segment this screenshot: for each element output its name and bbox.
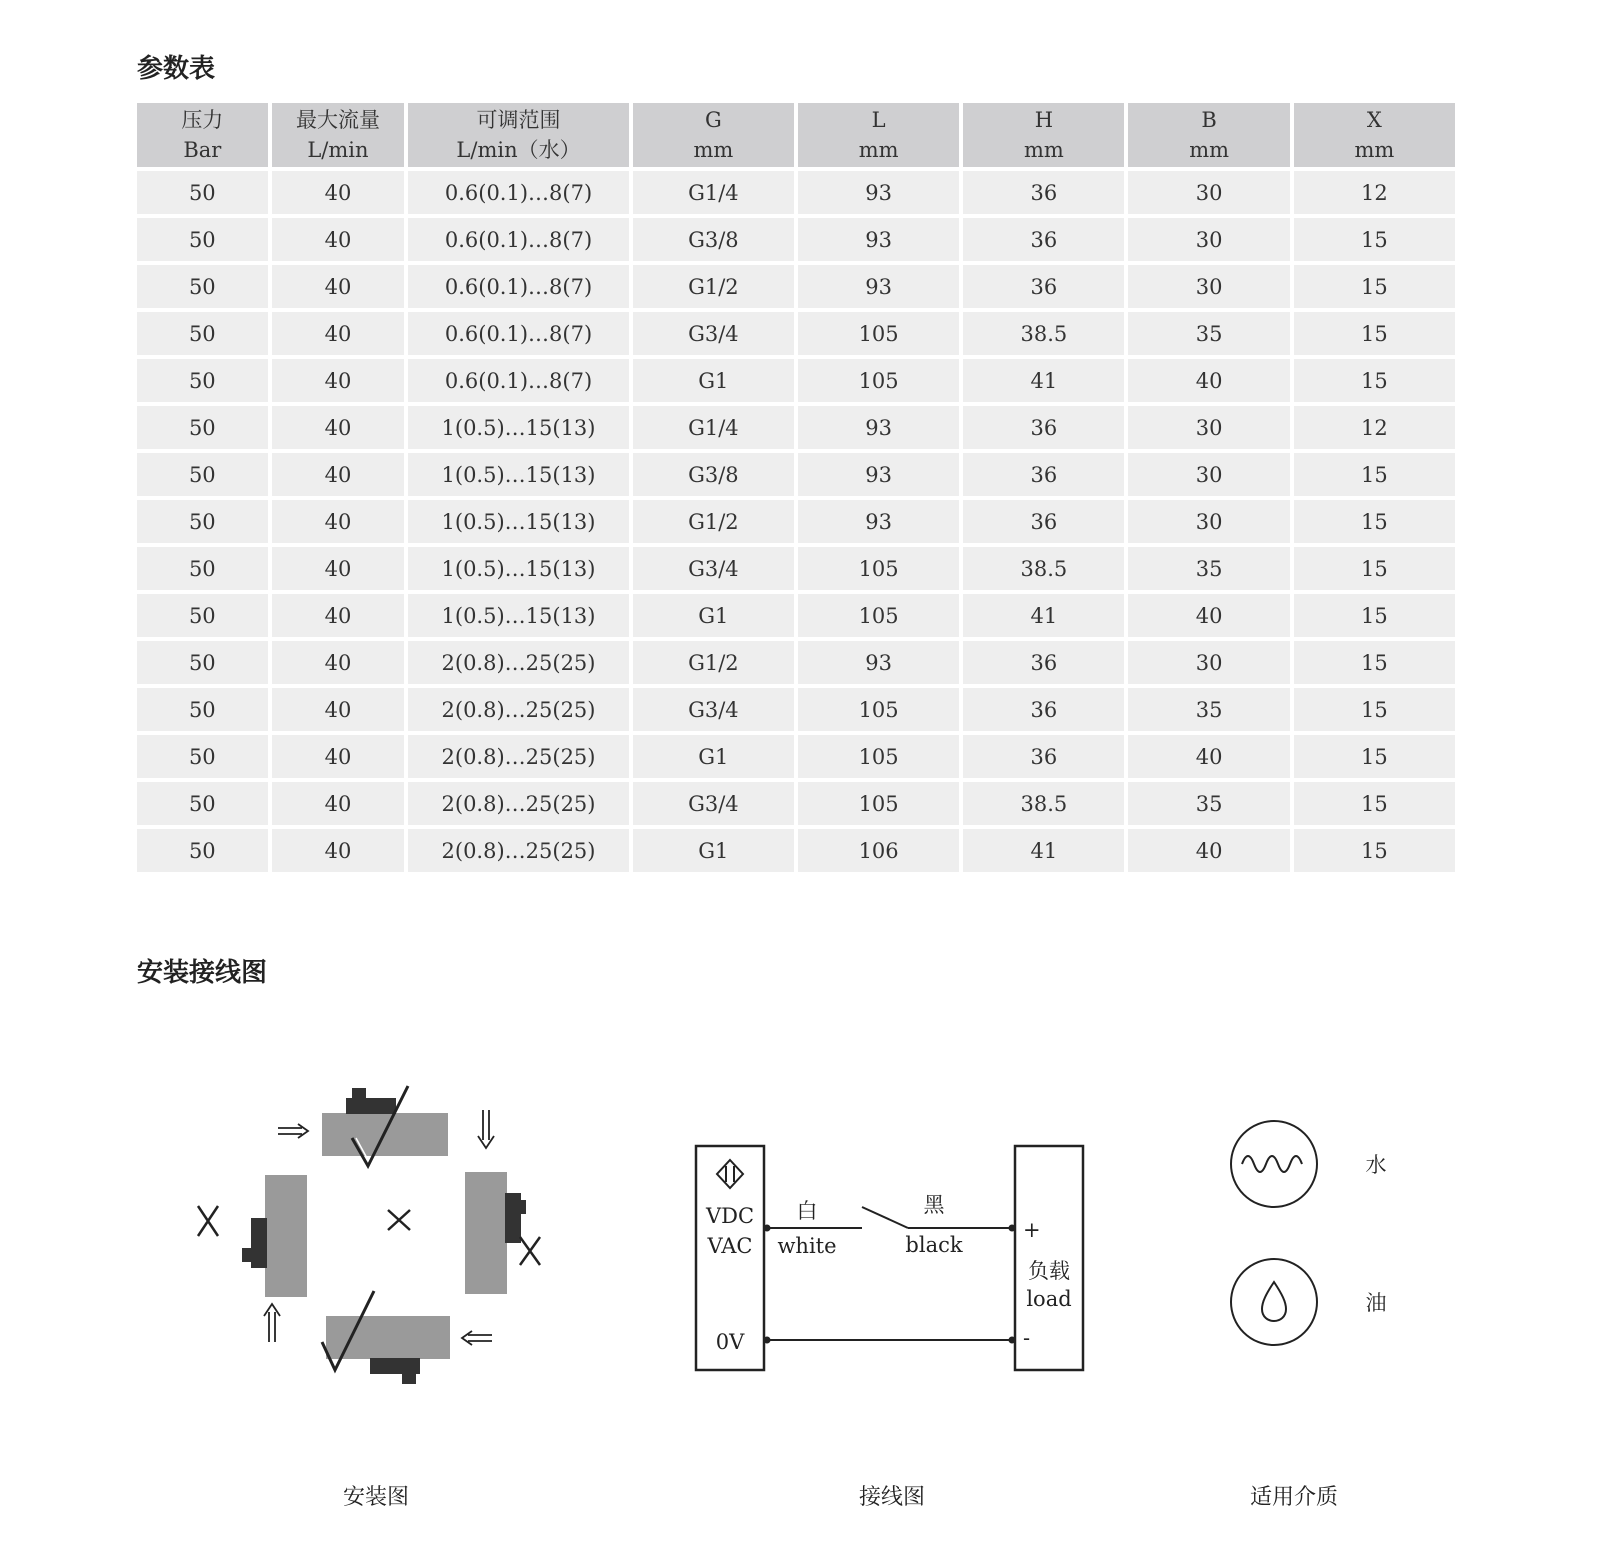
white-wire-en-label: white bbox=[777, 1234, 837, 1258]
cell-max-flow: 40 bbox=[272, 594, 405, 637]
cell-max-flow: 40 bbox=[272, 735, 405, 778]
cell-g: G1 bbox=[633, 594, 794, 637]
cell-g: G1/4 bbox=[633, 171, 794, 214]
cell-g: G1 bbox=[633, 829, 794, 872]
cell-max-flow: 40 bbox=[272, 171, 405, 214]
cell-x: 12 bbox=[1294, 171, 1455, 214]
cell-g: G1 bbox=[633, 359, 794, 402]
cross-icon bbox=[520, 1237, 540, 1265]
table-row bbox=[137, 359, 1455, 402]
cell-h: 36 bbox=[963, 735, 1124, 778]
cell-b: 30 bbox=[1128, 218, 1289, 261]
cell-x: 15 bbox=[1294, 359, 1455, 402]
header-max-flow: 最大流量 L/min bbox=[272, 103, 405, 167]
cell-h: 36 bbox=[963, 453, 1124, 496]
cell-pressure: 50 bbox=[137, 359, 268, 402]
water-label: 水 bbox=[1365, 1153, 1387, 1177]
table-row bbox=[137, 594, 1455, 637]
minus-terminal-label: - bbox=[1023, 1326, 1031, 1350]
cell-adjust-range: 2(0.8)…25(25) bbox=[408, 641, 628, 684]
cell-l: 105 bbox=[798, 359, 959, 402]
cell-max-flow: 40 bbox=[272, 547, 405, 590]
installation-diagram bbox=[190, 1080, 560, 1410]
load-en-label: load bbox=[1026, 1287, 1072, 1311]
table-row bbox=[137, 453, 1455, 496]
cell-x: 15 bbox=[1294, 594, 1455, 637]
cell-l: 105 bbox=[798, 547, 959, 590]
white-wire-cn-label: 白 bbox=[796, 1199, 818, 1223]
table-row bbox=[137, 547, 1455, 590]
cell-x: 15 bbox=[1294, 453, 1455, 496]
header-g: G mm bbox=[633, 103, 794, 167]
cell-g: G1 bbox=[633, 735, 794, 778]
cell-b: 35 bbox=[1128, 782, 1289, 825]
cell-l: 93 bbox=[798, 453, 959, 496]
cell-x: 15 bbox=[1294, 829, 1455, 872]
cell-g: G3/4 bbox=[633, 782, 794, 825]
cell-max-flow: 40 bbox=[272, 312, 405, 355]
caption-wiring: 接线图 bbox=[858, 1485, 925, 1510]
cell-adjust-range: 2(0.8)…25(25) bbox=[408, 688, 628, 731]
cell-x: 15 bbox=[1294, 735, 1455, 778]
cell-b: 30 bbox=[1128, 500, 1289, 543]
cell-max-flow: 40 bbox=[272, 641, 405, 684]
table-header-row bbox=[137, 103, 1455, 167]
cell-b: 40 bbox=[1128, 359, 1289, 402]
header-h: H mm bbox=[963, 103, 1124, 167]
header-b: B mm bbox=[1128, 103, 1289, 167]
cell-adjust-range: 0.6(0.1)…8(7) bbox=[408, 359, 628, 402]
cell-h: 36 bbox=[963, 641, 1124, 684]
cell-h: 41 bbox=[963, 359, 1124, 402]
cell-adjust-range: 1(0.5)…15(13) bbox=[408, 500, 628, 543]
caption-install: 安装图 bbox=[342, 1485, 409, 1510]
caption-media: 适用介质 bbox=[1249, 1485, 1338, 1510]
cell-pressure: 50 bbox=[137, 218, 268, 261]
cell-g: G3/4 bbox=[633, 547, 794, 590]
cell-x: 15 bbox=[1294, 265, 1455, 308]
wiring-diagram bbox=[690, 1140, 1090, 1380]
cell-b: 30 bbox=[1128, 641, 1289, 684]
cell-adjust-range: 0.6(0.1)…8(7) bbox=[408, 171, 628, 214]
cell-l: 93 bbox=[798, 406, 959, 449]
cell-g: G3/8 bbox=[633, 218, 794, 261]
cell-pressure: 50 bbox=[137, 594, 268, 637]
cell-l: 105 bbox=[798, 594, 959, 637]
cell-x: 12 bbox=[1294, 406, 1455, 449]
cell-b: 35 bbox=[1128, 547, 1289, 590]
table-row bbox=[137, 735, 1455, 778]
cell-pressure: 50 bbox=[137, 688, 268, 731]
cell-max-flow: 40 bbox=[272, 782, 405, 825]
cell-l: 93 bbox=[798, 218, 959, 261]
black-wire-en-label: black bbox=[905, 1233, 963, 1257]
cell-h: 38.5 bbox=[963, 312, 1124, 355]
table-body bbox=[137, 171, 1455, 872]
flow-arrow-left-icon bbox=[462, 1331, 492, 1345]
cell-pressure: 50 bbox=[137, 641, 268, 684]
header-x: X mm bbox=[1294, 103, 1455, 167]
cell-h: 38.5 bbox=[963, 782, 1124, 825]
cell-adjust-range: 1(0.5)…15(13) bbox=[408, 406, 628, 449]
cell-h: 41 bbox=[963, 829, 1124, 872]
table-row bbox=[137, 218, 1455, 261]
flow-arrow-up-icon bbox=[264, 1304, 280, 1342]
cell-g: G1/2 bbox=[633, 265, 794, 308]
cell-max-flow: 40 bbox=[272, 688, 405, 731]
cell-max-flow: 40 bbox=[272, 829, 405, 872]
cell-b: 35 bbox=[1128, 312, 1289, 355]
cell-g: G3/4 bbox=[633, 688, 794, 731]
cell-x: 15 bbox=[1294, 782, 1455, 825]
cell-pressure: 50 bbox=[137, 782, 268, 825]
cell-l: 105 bbox=[798, 312, 959, 355]
table-row bbox=[137, 829, 1455, 872]
cell-x: 15 bbox=[1294, 547, 1455, 590]
cell-g: G3/8 bbox=[633, 453, 794, 496]
table-row bbox=[137, 500, 1455, 543]
cell-b: 35 bbox=[1128, 688, 1289, 731]
cell-b: 40 bbox=[1128, 594, 1289, 637]
media-diagram bbox=[1230, 1118, 1430, 1358]
flow-arrow-down-icon bbox=[478, 1110, 494, 1148]
cell-adjust-range: 0.6(0.1)…8(7) bbox=[408, 265, 628, 308]
cell-x: 15 bbox=[1294, 312, 1455, 355]
cell-max-flow: 40 bbox=[272, 500, 405, 543]
cell-adjust-range: 2(0.8)…25(25) bbox=[408, 735, 628, 778]
cell-adjust-range: 2(0.8)…25(25) bbox=[408, 782, 628, 825]
cell-x: 15 bbox=[1294, 218, 1455, 261]
cell-l: 105 bbox=[798, 688, 959, 731]
cell-h: 38.5 bbox=[963, 547, 1124, 590]
header-adjust-range: 可调范围 L/min（水） bbox=[408, 103, 628, 167]
cell-adjust-range: 1(0.5)…15(13) bbox=[408, 453, 628, 496]
cell-l: 93 bbox=[798, 500, 959, 543]
cell-h: 36 bbox=[963, 688, 1124, 731]
cell-b: 40 bbox=[1128, 735, 1289, 778]
table-row bbox=[137, 688, 1455, 731]
parameter-table bbox=[133, 99, 1459, 876]
cell-max-flow: 40 bbox=[272, 453, 405, 496]
water-icon bbox=[1231, 1121, 1317, 1207]
cell-b: 30 bbox=[1128, 453, 1289, 496]
cell-adjust-range: 0.6(0.1)…8(7) bbox=[408, 218, 628, 261]
zero-volt-label: 0V bbox=[715, 1330, 745, 1354]
cell-adjust-range: 2(0.8)…25(25) bbox=[408, 829, 628, 872]
section-title-params: 参数表 bbox=[137, 54, 216, 84]
cell-g: G1/4 bbox=[633, 406, 794, 449]
cell-max-flow: 40 bbox=[272, 359, 405, 402]
header-l: L mm bbox=[798, 103, 959, 167]
cell-l: 93 bbox=[798, 265, 959, 308]
oil-drop-icon bbox=[1231, 1259, 1317, 1345]
cell-pressure: 50 bbox=[137, 453, 268, 496]
cell-x: 15 bbox=[1294, 500, 1455, 543]
mount-bottom-correct bbox=[322, 1291, 450, 1384]
cell-b: 40 bbox=[1128, 829, 1289, 872]
cell-max-flow: 40 bbox=[272, 218, 405, 261]
cell-h: 41 bbox=[963, 594, 1124, 637]
table-row bbox=[137, 406, 1455, 449]
flow-arrow-right-icon bbox=[278, 1124, 308, 1138]
oil-label: 油 bbox=[1365, 1291, 1387, 1315]
cell-h: 36 bbox=[963, 500, 1124, 543]
cell-adjust-range: 1(0.5)…15(13) bbox=[408, 594, 628, 637]
black-wire-cn-label: 黑 bbox=[923, 1193, 945, 1217]
cell-pressure: 50 bbox=[137, 500, 268, 543]
supply-vdc-label: VDC bbox=[705, 1204, 755, 1228]
table-row bbox=[137, 265, 1455, 308]
cell-pressure: 50 bbox=[137, 265, 268, 308]
supply-vac-label: VAC bbox=[707, 1234, 753, 1258]
cell-l: 105 bbox=[798, 735, 959, 778]
cell-b: 30 bbox=[1128, 265, 1289, 308]
cell-h: 36 bbox=[963, 265, 1124, 308]
cell-adjust-range: 0.6(0.1)…8(7) bbox=[408, 312, 628, 355]
load-cn-label: 负载 bbox=[1028, 1259, 1070, 1283]
cell-g: G3/4 bbox=[633, 312, 794, 355]
cell-pressure: 50 bbox=[137, 547, 268, 590]
cell-h: 36 bbox=[963, 171, 1124, 214]
cell-g: G1/2 bbox=[633, 641, 794, 684]
cell-l: 106 bbox=[798, 829, 959, 872]
plus-terminal-label: + bbox=[1023, 1218, 1041, 1242]
mount-left-wrong bbox=[198, 1175, 307, 1297]
cell-pressure: 50 bbox=[137, 735, 268, 778]
table-row bbox=[137, 312, 1455, 355]
cell-pressure: 50 bbox=[137, 829, 268, 872]
table-row bbox=[137, 641, 1455, 684]
switch-contact bbox=[862, 1207, 908, 1228]
cell-h: 36 bbox=[963, 218, 1124, 261]
cell-b: 30 bbox=[1128, 171, 1289, 214]
cell-l: 93 bbox=[798, 171, 959, 214]
cell-l: 105 bbox=[798, 782, 959, 825]
cross-icon bbox=[198, 1206, 218, 1236]
cross-icon-center bbox=[388, 1210, 410, 1230]
cell-pressure: 50 bbox=[137, 312, 268, 355]
cell-l: 93 bbox=[798, 641, 959, 684]
cell-adjust-range: 1(0.5)…15(13) bbox=[408, 547, 628, 590]
cell-max-flow: 40 bbox=[272, 406, 405, 449]
cell-pressure: 50 bbox=[137, 406, 268, 449]
cell-x: 15 bbox=[1294, 688, 1455, 731]
cell-b: 30 bbox=[1128, 406, 1289, 449]
cell-pressure: 50 bbox=[137, 171, 268, 214]
cell-x: 15 bbox=[1294, 641, 1455, 684]
header-pressure: 压力 Bar bbox=[137, 103, 268, 167]
cell-g: G1/2 bbox=[633, 500, 794, 543]
section-title-install: 安装接线图 bbox=[137, 958, 268, 988]
cell-h: 36 bbox=[963, 406, 1124, 449]
mount-top-correct bbox=[322, 1086, 448, 1166]
cell-max-flow: 40 bbox=[272, 265, 405, 308]
table-row bbox=[137, 171, 1455, 214]
table-row bbox=[137, 782, 1455, 825]
mount-right-wrong bbox=[465, 1172, 540, 1294]
